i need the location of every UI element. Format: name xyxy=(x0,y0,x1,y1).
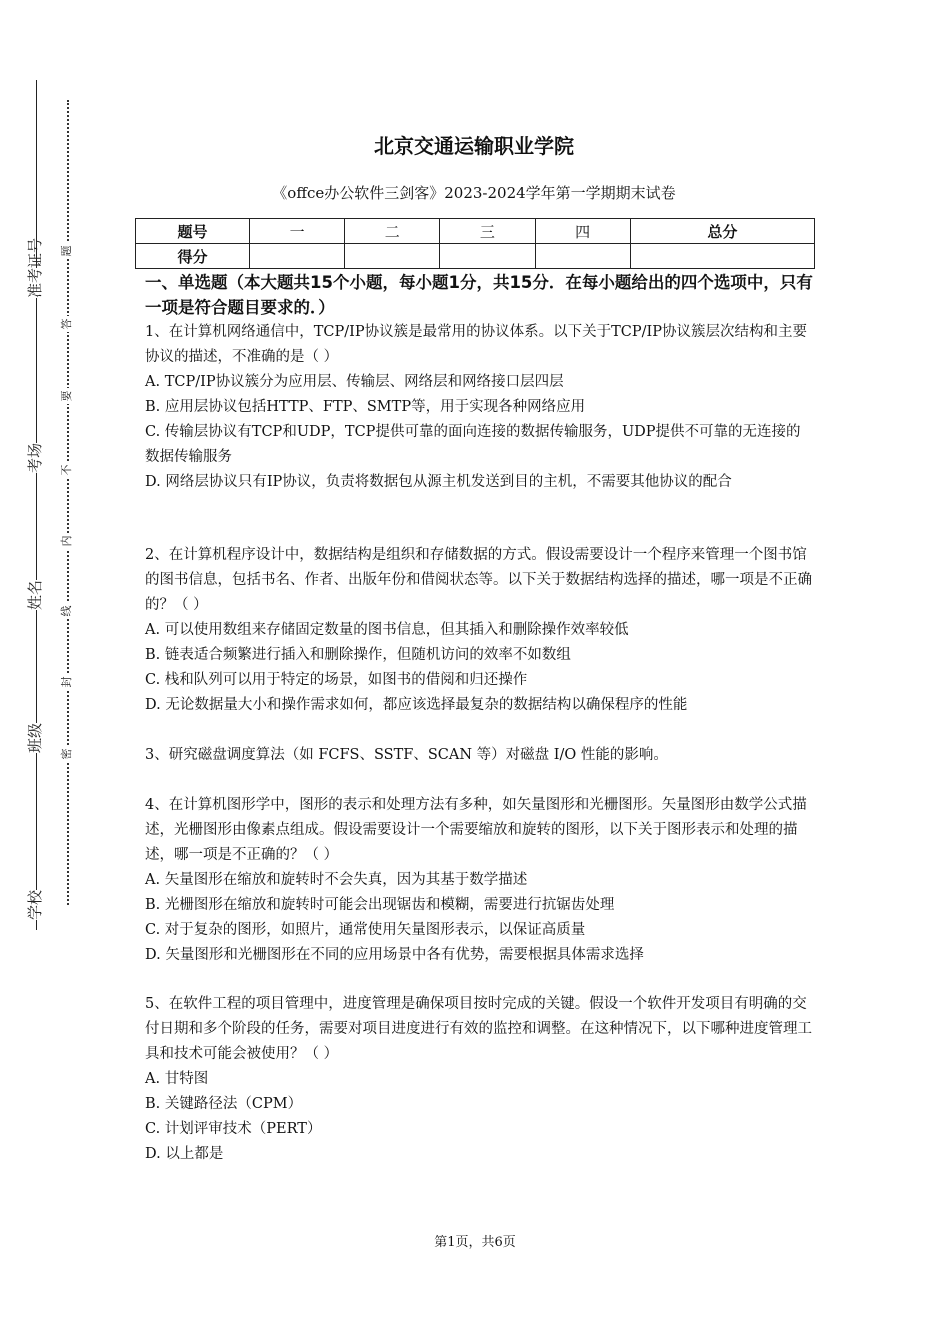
binding-label-name: 姓名 xyxy=(20,580,50,610)
seal-char: 线 xyxy=(59,603,75,619)
score-input-cell[interactable] xyxy=(535,244,630,269)
score-table-cell: 总分 xyxy=(630,219,814,244)
exam-title: 《offce办公软件三剑客》2023-2024学年第一学期期末试卷 xyxy=(272,184,676,202)
score-table-cell: 二 xyxy=(345,219,440,244)
question-option: D. 以上都是 xyxy=(145,1146,224,1162)
binding-label-school: 学校 xyxy=(20,890,50,920)
binding-solid-line xyxy=(36,80,37,930)
school-title: 北京交通运输职业学院 xyxy=(374,134,574,158)
question-option: D. 网络层协议只有IP协议，负责将数据包从源主机发送到目的主机，不需要其他协议的配合 xyxy=(145,474,732,490)
question-5 xyxy=(145,992,813,1167)
question-option: C. 栈和队列可以用于特定的场景，如图书的借阅和归还操作 xyxy=(145,672,528,688)
binding-label-class: 班级 xyxy=(20,723,50,753)
question-stem: 4、在计算机图形学中，图形的表示和处理方法有多种，如矢量图形和光栅图形。矢量图形由数学公式描述，光栅图形由像素点组成。假设需要设计一个需要缩放和旋转的图形，以下关于图形表示和处理的描述，哪一项是不正确的？（ ） xyxy=(145,797,807,863)
binding-label-exam-room: 考场 xyxy=(20,443,50,473)
question-1 xyxy=(145,320,813,495)
seal-char: 要 xyxy=(59,388,75,404)
question-stem: 1、在计算机网络通信中，TCP/IP协议簇是最常用的协议体系。以下关于TCP/IP协议簇层次结构和主要协议的描述，不准确的是（ ） xyxy=(145,324,808,365)
binding-label-exam-id: 准考证号 xyxy=(20,268,50,298)
question-stem: 2、在计算机程序设计中，数据结构是组织和存储数据的方式。假设需要设计一个程序来管理一个图书馆的图书信息，包括书名、作者、出版年份和借阅状态等。以下关于数据结构选择的描述，哪一项是不正确的？（ ） xyxy=(145,547,812,613)
score-table xyxy=(135,218,815,269)
question-option: A. 可以使用数组来存储固定数量的图书信息，但其插入和删除操作效率较低 xyxy=(145,622,629,638)
score-table-cell: 一 xyxy=(250,219,345,244)
question-option: B. 光栅图形在缩放和旋转时可能会出现锯齿和模糊，需要进行抗锯齿处理 xyxy=(145,897,615,913)
score-input-cell[interactable] xyxy=(345,244,440,269)
question-option: C. 对于复杂的图形，如照片，通常使用矢量图形表示，以保证高质量 xyxy=(145,922,586,938)
score-input-cell[interactable] xyxy=(440,244,535,269)
seal-char: 题 xyxy=(59,243,75,259)
score-table-score-row xyxy=(136,244,815,269)
question-option: C. 传输层协议有TCP和UDP，TCP提供可靠的面向连接的数据传输服务，UDP提供不可靠的无连接的数据传输服务 xyxy=(145,424,801,465)
question-2 xyxy=(145,543,813,718)
score-table-cell: 四 xyxy=(535,219,630,244)
score-input-cell[interactable] xyxy=(250,244,345,269)
question-stem: 5、在软件工程的项目管理中，进度管理是确保项目按时完成的关键。假设一个软件开发项目有明确的交付日期和多个阶段的任务，需要对项目进度进行有效的监控和调整。在这种情况下，以下哪种进度管理工具和技术可能会被使用？（ ） xyxy=(145,996,812,1062)
score-input-cell[interactable] xyxy=(630,244,814,269)
seal-char: 不 xyxy=(59,462,75,478)
score-table-cell: 题号 xyxy=(136,219,250,244)
seal-char: 内 xyxy=(59,533,75,549)
page-footer: 第1页，共6页 xyxy=(434,1235,516,1250)
question-option: B. 应用层协议包括HTTP、FTP、SMTP等，用于实现各种网络应用 xyxy=(145,399,586,415)
question-option: D. 矢量图形和光栅图形在不同的应用场景中各有优势，需要根据具体需求选择 xyxy=(145,947,644,963)
score-table-cell: 得分 xyxy=(136,244,250,269)
seal-char: 密 xyxy=(59,746,75,762)
question-option: B. 链表适合频繁进行插入和删除操作，但随机访问的效率不如数组 xyxy=(145,647,571,663)
seal-char: 封 xyxy=(59,674,75,690)
section-heading: 一、单选题（本大题共15个小题，每小题1分，共15分．在每小题给出的四个选项中，只有一项是符合题目要求的．） xyxy=(145,273,813,317)
question-stem: 3、研究磁盘调度算法（如 FCFS、SSTF、SCAN 等）对磁盘 I/O 性能的影响。 xyxy=(145,747,668,763)
seal-char: 答 xyxy=(59,316,75,332)
score-table-header-row xyxy=(136,219,815,244)
binding-dotted-line xyxy=(67,100,69,905)
score-table-cell: 三 xyxy=(440,219,535,244)
question-3 xyxy=(145,743,813,768)
question-4 xyxy=(145,793,813,968)
question-option: A. TCP/IP协议簇分为应用层、传输层、网络层和网络接口层四层 xyxy=(145,374,564,390)
question-option: A. 甘特图 xyxy=(145,1071,209,1087)
binding-strip xyxy=(0,0,110,1344)
question-option: D. 无论数据量大小和操作需求如何，都应该选择最复杂的数据结构以确保程序的性能 xyxy=(145,697,688,713)
question-option: B. 关键路径法（CPM） xyxy=(145,1096,303,1112)
question-option: C. 计划评审技术（PERT） xyxy=(145,1121,322,1137)
question-option: A. 矢量图形在缩放和旋转时不会失真，因为其基于数学描述 xyxy=(145,872,528,888)
